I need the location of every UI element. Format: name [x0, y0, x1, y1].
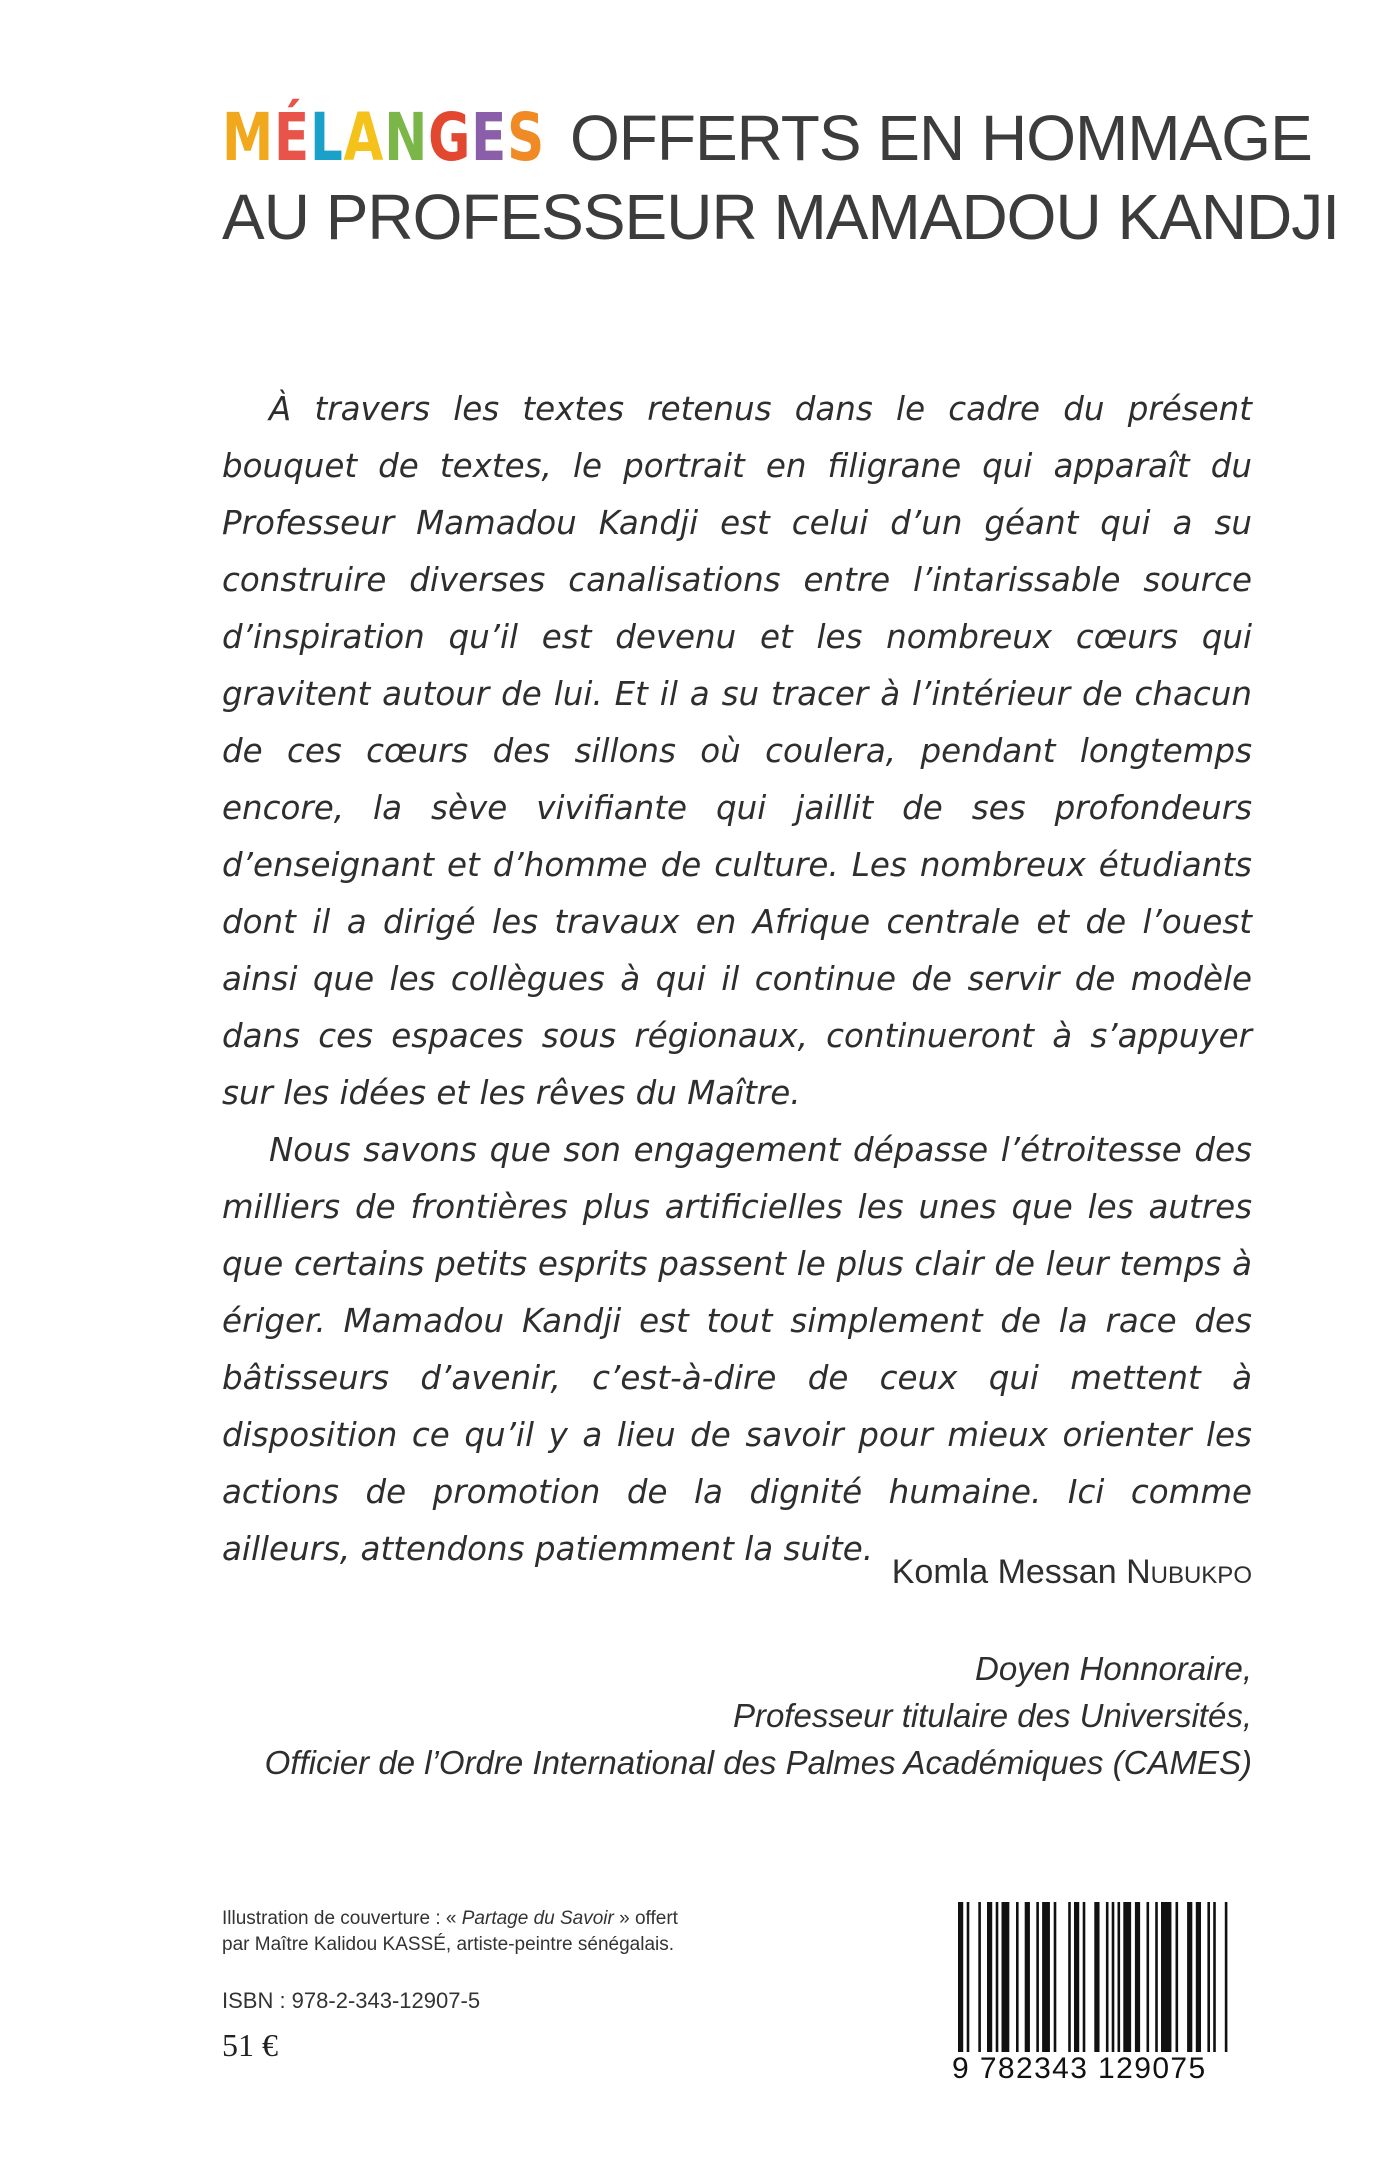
credit-work-title: Partage du Savoir: [461, 1908, 614, 1929]
barcode-bar: [1074, 1902, 1079, 2052]
barcode-bar: [1123, 1902, 1131, 2052]
barcode-bar: [1147, 1902, 1150, 2052]
price: 51 €: [222, 2027, 278, 2063]
barcode-bar: [958, 1902, 963, 2052]
credit-suffix: » offert: [619, 1908, 678, 1929]
author-title-1: Doyen Honnoraire,: [975, 1650, 1252, 1687]
barcode-bar: [1083, 1902, 1086, 2052]
barcode-bar: [1176, 1902, 1179, 2052]
barcode-bar: [967, 1902, 970, 2052]
barcode-bar: [1054, 1902, 1057, 2052]
barcode-digits: 9 782343 129075: [952, 2052, 1207, 2085]
title-line-2: AU PROFESSEUR MAMADOU KANDJI: [222, 181, 1340, 253]
barcode-bar: [1135, 1902, 1140, 2052]
author-last-name: Nubukpo: [1126, 1553, 1252, 1591]
barcode-bar: [987, 1902, 992, 2052]
melanges-letter: G: [428, 99, 472, 176]
barcode-bar: [1025, 1902, 1030, 2052]
author-title-2: Professeur titulaire des Universités,: [732, 1697, 1252, 1734]
barcode-bar: [1196, 1902, 1201, 2052]
melanges-letter: É: [274, 99, 310, 176]
melanges-letter: L: [309, 99, 344, 176]
barcode-bar: [1225, 1902, 1228, 2052]
melanges-letter: M: [222, 99, 275, 176]
barcode-bar: [1106, 1902, 1109, 2052]
barcode-bar: [1112, 1902, 1115, 2052]
barcode-bar: [1042, 1902, 1050, 2052]
title-line-1-rest: OFFERTS EN HOMMAGE: [570, 102, 1312, 174]
blurb-paragraph-1: À travers les textes retenus dans le cadre du présent bouquet de textes, le portrait en filigrane qui apparaît du Professeur Mamadou Kandji est celui d’un géant qui a su construire diverses canalisations entre l’intarissable source d’inspiration qu’il est devenu et les nombreux cœurs qui gravitent autour de lui. Et il a su tracer à l’intérieur de chacun de ces cœurs des sillons où coulera, pendant longtemps encore, la sève vivifiante qui jaillit de ses profondeurs d’enseignant et d’homme de culture. Les nombreux étudiants dont il a dirigé les travaux en Afrique centrale et de l’ouest ainsi que les collègues à qui il continue de servir de modèle dans ces espaces sous régionaux, continueront à s’appuyer sur les idées et les rêves du Maître.: [222, 390, 1252, 1112]
credit-line-2: par Maître Kalidou KASSÉ, artiste-peintre sénégalais.: [222, 1934, 675, 1955]
author-first-name: Komla Messan: [891, 1553, 1117, 1591]
melanges-letter: A: [343, 99, 385, 176]
barcode-bar: [1094, 1902, 1099, 2052]
blurb-paragraph-2: Nous savons que son engagement dépasse l’étroitesse des milliers de frontières plus artificielles les unes que les autres que certains petits esprits passent le plus clair de leur temps à ériger. Mamadou Kandji est tout simplement de la race des bâtisseurs d’avenir, c’est-à-dire de ceux qui mettent à disposition ce qu’il y a lieu de savoir pour mieux orienter les actions de promotion de la dignité humaine. Ici comme ailleurs, attendons patiemment la suite.: [222, 1131, 1252, 1568]
barcode-bar: [1155, 1902, 1158, 2052]
barcode-bar: [978, 1902, 981, 2052]
barcode-bar: [1118, 1902, 1121, 2052]
book-title: [222, 99, 1340, 253]
blurb-text: [222, 381, 1252, 1578]
melanges-letter: N: [384, 99, 429, 176]
author-titles: [152, 1645, 1252, 1786]
author-signature: [892, 1553, 1252, 1592]
credit-prefix: Illustration de couverture : «: [222, 1908, 457, 1929]
barcode-bars: [952, 1902, 1234, 2052]
barcode-bar: [1016, 1902, 1019, 2052]
barcode-bar: [1207, 1902, 1210, 2052]
barcode-bar: [1187, 1902, 1192, 2052]
cover-illustration-credit: [222, 1906, 782, 1958]
author-title-3: Officier de l’Ordre International des Palmes Académiques (CAMES): [264, 1744, 1252, 1781]
barcode-bar: [1213, 1902, 1216, 2052]
melanges-letter: S: [507, 99, 545, 176]
isbn: ISBN : 978-2-343-12907-5: [222, 1988, 481, 2013]
barcode-bar: [1161, 1902, 1171, 2052]
melanges-colored-word: [222, 99, 545, 176]
barcode-bar: [996, 1902, 999, 2052]
barcode-bar: [1002, 1902, 1010, 2052]
melanges-letter: E: [471, 99, 508, 176]
barcode-bar: [1036, 1902, 1039, 2052]
barcode-bar: [1068, 1902, 1071, 2052]
barcode-icon: [952, 1902, 1234, 2085]
title-line-1: [222, 99, 1312, 183]
